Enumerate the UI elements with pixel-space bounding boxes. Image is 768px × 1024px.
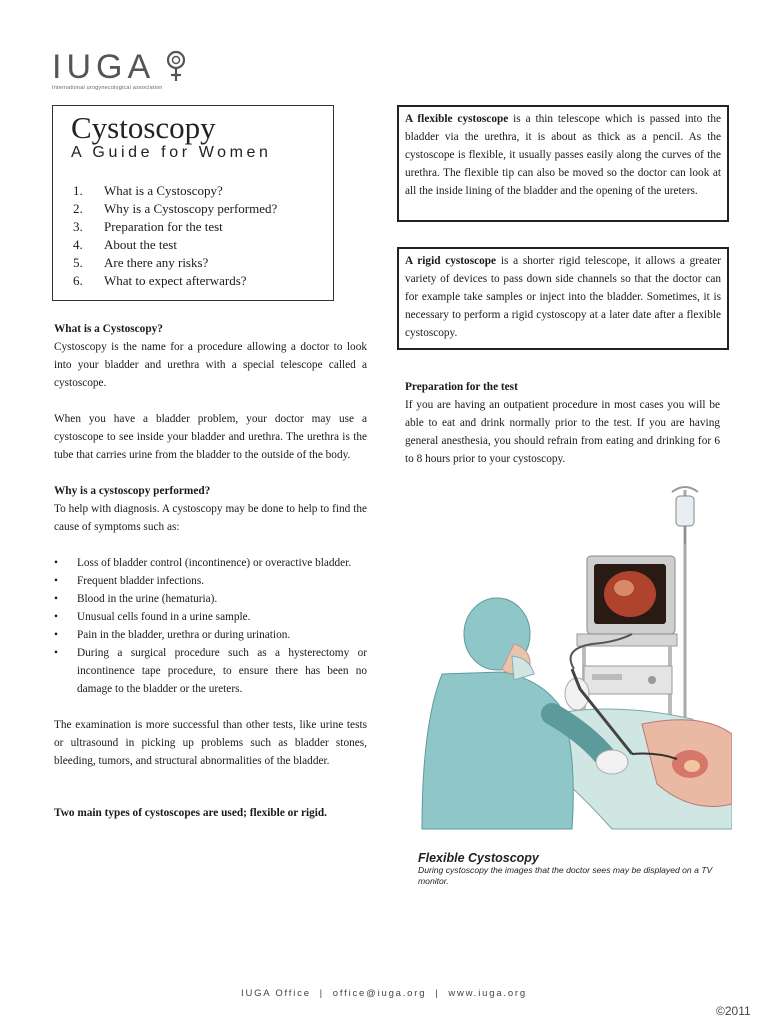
female-symbol-icon	[164, 50, 188, 84]
caption-title: Flexible Cystoscopy	[418, 851, 539, 865]
table-of-contents	[73, 182, 277, 290]
toc-item: 1. What is a Cystoscopy?	[73, 183, 223, 198]
caption-text: During cystoscopy the images that the doctor sees may be displayed on a TV monitor.	[418, 865, 713, 886]
toc-item: 4. About the test	[73, 237, 177, 252]
preparation-text: If you are having an outpatient procedure in most cases you will be able to eat and drink normally prior to the test. If you are having general anesthesia, you should refrain from eating and drinking for 6 to 8 hours prior to your cystoscopy.	[405, 399, 720, 465]
symptom-list	[54, 554, 367, 698]
list-item: • Unusual cells found in a urine sample.	[54, 608, 367, 626]
logo-wordmark: IUGA	[52, 48, 156, 86]
rigid-text: is a shorter rigid telescope, it allows a greater variety of devices to pass down side channels so that the doctor can for example take samples or inject into the bladder. Sometimes, it is necessary to perform a rigid cystoscopy at a later date after a flexible cystoscopy.	[405, 255, 721, 339]
toc-item: 3. Preparation for the test	[73, 219, 223, 234]
toc-item: 2. Why is a Cystoscopy performed?	[73, 201, 278, 216]
page-title: Cystoscopy	[71, 110, 216, 145]
iv-bag	[676, 496, 694, 526]
section-heading-preparation: Preparation for the test	[405, 381, 518, 393]
iuga-logo	[52, 50, 212, 95]
list-item: • Pain in the bladder, urethra or during urination.	[54, 626, 367, 644]
why-outro: The examination is more successful than other tests, like urine tests or ultrasound in picking up problems such as bladder stones, bleeding, tumors, and structural abnormalities of the bladder.	[54, 719, 367, 767]
list-item: • Blood in the urine (hematuria).	[54, 590, 367, 608]
flexible-term: A flexible cystoscope	[405, 113, 509, 125]
cystoscope-types-text: Two main types of cystoscopes are used; flexible or rigid.	[54, 807, 327, 819]
what-paragraph-1: Cystoscopy is the name for a procedure allowing a doctor to look into your bladder and urethra with a special telescope called a cystoscope.	[54, 341, 367, 389]
toc-item: 5. Are there any risks?	[73, 255, 209, 270]
toc-item: 6. What to expect afterwards?	[73, 273, 247, 288]
doctor-gown	[422, 672, 573, 829]
cystoscopy-illustration	[402, 484, 732, 849]
page-subtitle: A Guide for Women	[71, 144, 272, 161]
list-item: • Frequent bladder infections.	[54, 572, 367, 590]
figure-caption	[418, 851, 718, 887]
section-heading-why: Why is a cystoscopy performed?	[54, 485, 211, 497]
why-intro: To help with diagnosis. A cystoscopy may be done to help to find the cause of symptoms such as:	[54, 503, 367, 533]
left-column	[54, 320, 367, 822]
glove	[596, 750, 628, 774]
preparation-section	[405, 378, 720, 468]
rigid-term: A rigid cystoscope	[405, 255, 497, 267]
list-item: • Loss of bladder control (incontinence) or overactive bladder.	[54, 554, 367, 572]
section-heading-what: What is a Cystoscopy?	[54, 323, 163, 335]
doctor-mask	[512, 656, 534, 680]
footer-contact: IUGA Office | office@iuga.org | www.iuga.org	[241, 988, 527, 999]
list-item: • During a surgical procedure such as a hysterectomy or incontinence tape procedure, to ensure there has been no damage to the bladder or the ureters.	[54, 644, 367, 698]
flexible-text: is a thin telescope which is passed into the bladder via the urethra, it is about as thick as a pencil. As the cystoscope is flexible, it usually passes easily along the curves of the urethra. The flexible tip can also be moved so the doctor can look at all the inside lining of the bladder and the opening of the ureters.	[405, 113, 721, 197]
rigid-cystoscope-box	[397, 247, 729, 350]
what-paragraph-2: When you have a bladder problem, your doctor may use a cystoscope to see inside your bladder and urethra. The urethra is the tube that carries urine from the bladder to the outside of the body.	[54, 413, 367, 461]
copyright: ©2011	[716, 1004, 751, 1018]
logo-tagline: International urogynecological association	[52, 85, 163, 91]
title-box	[52, 105, 334, 301]
flexible-cystoscope-box	[397, 105, 729, 222]
